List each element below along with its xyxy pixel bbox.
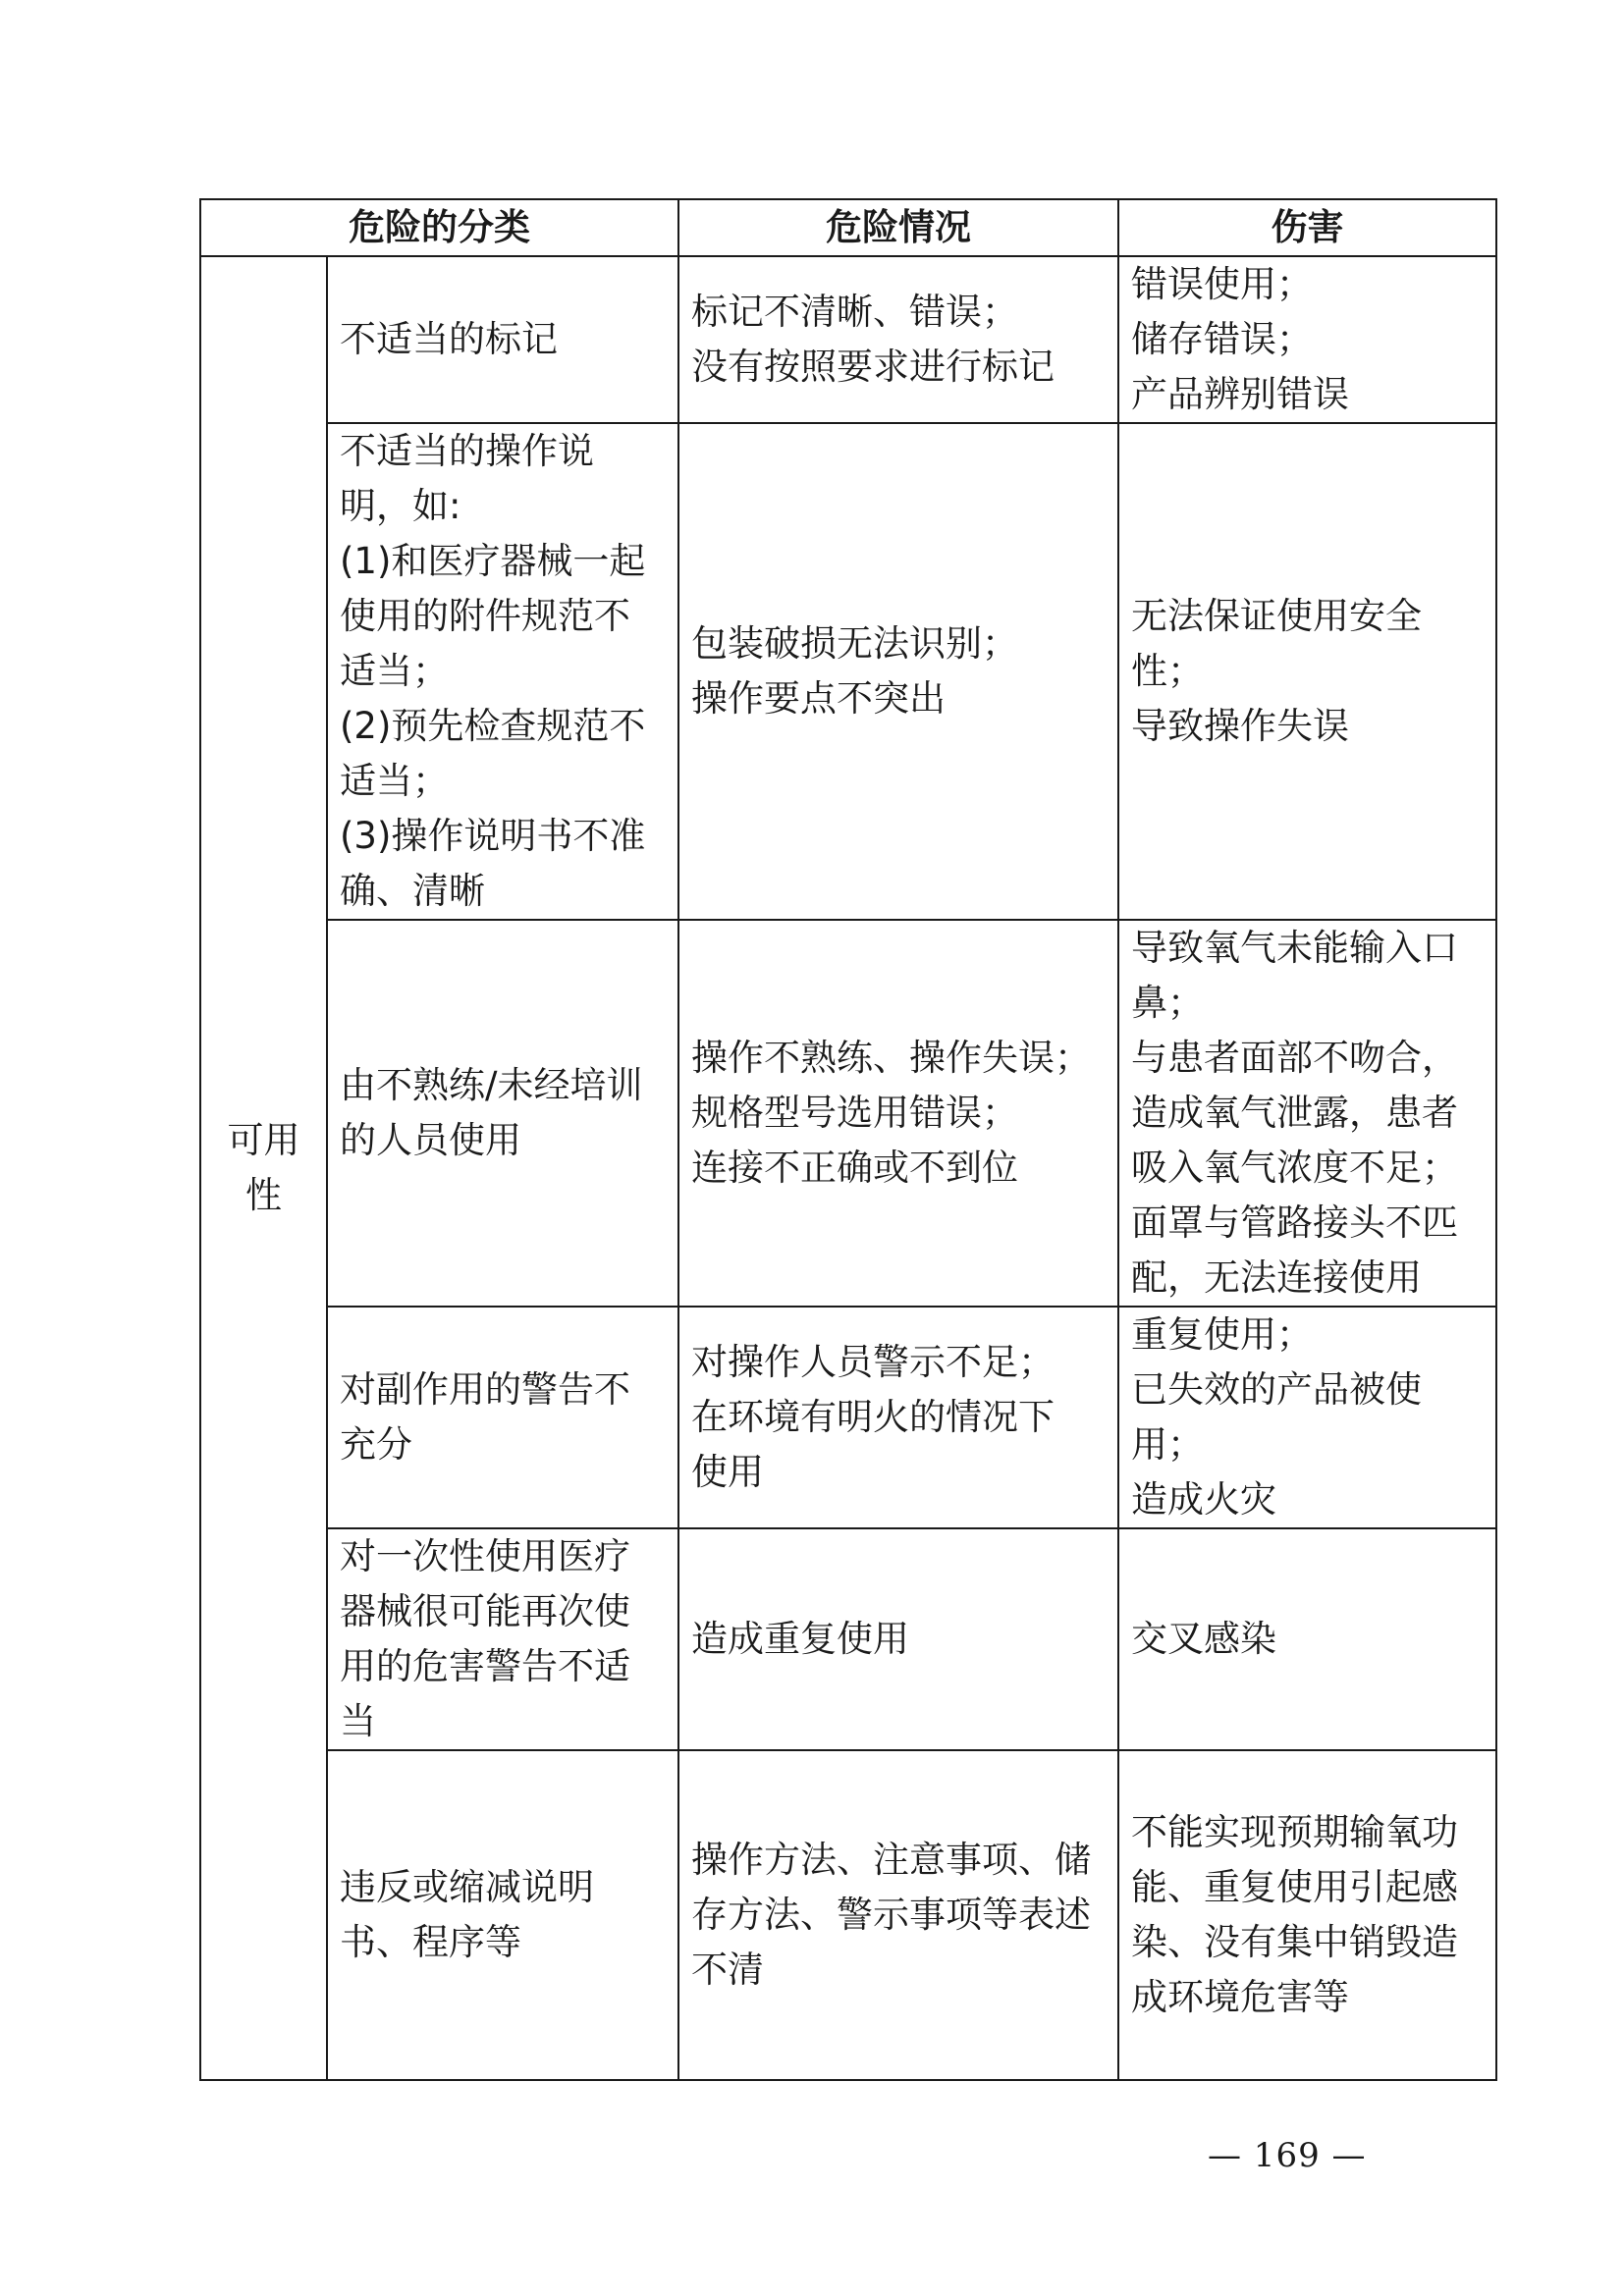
cell-situation bbox=[678, 1750, 1118, 2080]
harm-line: 鼻； bbox=[1131, 982, 1204, 1024]
harm-line: 成环境危害等 bbox=[1131, 1976, 1349, 2018]
header-category: 危险的分类 bbox=[200, 199, 678, 256]
cell-type bbox=[327, 423, 678, 920]
cell-harm bbox=[1118, 256, 1496, 423]
harm-line: 染、没有集中销毁造 bbox=[1131, 1921, 1458, 1963]
cell-type bbox=[327, 256, 678, 423]
type-line: 不适当的操作说 bbox=[340, 430, 594, 472]
situation-line: 规格型号选用错误； bbox=[691, 1092, 1018, 1134]
cell-harm bbox=[1118, 423, 1496, 920]
harm-line: 与患者面部不吻合， bbox=[1131, 1037, 1458, 1079]
cell-harm bbox=[1118, 1528, 1496, 1750]
harm-line: 性； bbox=[1131, 650, 1204, 692]
type-line: 充分 bbox=[340, 1423, 412, 1466]
type-line: 器械很可能再次使 bbox=[340, 1590, 630, 1632]
type-line: (3)操作说明书不准 bbox=[340, 815, 646, 857]
situation-line: 使用 bbox=[691, 1451, 764, 1493]
situation-line: 造成重复使用 bbox=[691, 1618, 909, 1660]
category-line: 可用 bbox=[227, 1119, 300, 1161]
harm-line: 配，无法连接使用 bbox=[1131, 1256, 1422, 1299]
cell-situation bbox=[678, 256, 1118, 423]
type-line: 明，如: bbox=[340, 485, 461, 527]
table-row bbox=[200, 423, 1496, 920]
cell-type bbox=[327, 1307, 678, 1528]
table-header-row bbox=[200, 199, 1496, 256]
cell-type bbox=[327, 1750, 678, 2080]
cell-type bbox=[327, 920, 678, 1307]
situation-line: 操作要点不突出 bbox=[691, 677, 946, 720]
table-row bbox=[200, 1307, 1496, 1528]
type-line: 确、清晰 bbox=[340, 870, 485, 912]
header-situation: 危险情况 bbox=[678, 199, 1118, 256]
type-line: (1)和医疗器械一起 bbox=[340, 540, 646, 582]
harm-line: 交叉感染 bbox=[1131, 1618, 1276, 1660]
situation-line: 包装破损无法识别； bbox=[691, 622, 1018, 665]
harm-line: 导致操作失误 bbox=[1131, 705, 1349, 747]
harm-line: 造成火灾 bbox=[1131, 1478, 1276, 1521]
table-row bbox=[200, 1528, 1496, 1750]
type-line: 用的危害警告不适 bbox=[340, 1645, 630, 1687]
cell-situation bbox=[678, 1528, 1118, 1750]
situation-line: 不清 bbox=[691, 1949, 764, 1991]
cell-harm bbox=[1118, 1750, 1496, 2080]
situation-line: 在环境有明火的情况下 bbox=[691, 1396, 1055, 1438]
header-harm: 伤害 bbox=[1118, 199, 1496, 256]
situation-line: 操作不熟练、操作失误； bbox=[691, 1037, 1091, 1079]
harm-line: 导致氧气未能输入口 bbox=[1131, 927, 1458, 969]
table-row bbox=[200, 256, 1496, 423]
harm-line: 无法保证使用安全 bbox=[1131, 595, 1422, 637]
type-line: 违反或缩减说明 bbox=[340, 1866, 594, 1908]
situation-line: 对操作人员警示不足； bbox=[691, 1341, 1055, 1383]
category-cell bbox=[200, 256, 327, 2080]
harm-line: 产品辨别错误 bbox=[1131, 373, 1349, 415]
harm-line: 重复使用； bbox=[1131, 1313, 1313, 1356]
harm-line: 用； bbox=[1131, 1423, 1204, 1466]
situation-line: 连接不正确或不到位 bbox=[691, 1147, 1018, 1189]
situation-line: 存方法、警示事项等表述 bbox=[691, 1894, 1091, 1936]
type-line: 当 bbox=[340, 1700, 376, 1742]
cell-harm bbox=[1118, 920, 1496, 1307]
harm-line: 不能实现预期输氧功 bbox=[1131, 1811, 1458, 1853]
situation-line: 操作方法、注意事项、储 bbox=[691, 1839, 1091, 1881]
type-line: 书、程序等 bbox=[340, 1921, 521, 1963]
harm-line: 储存错误； bbox=[1131, 318, 1313, 360]
type-line: 使用的附件规范不 bbox=[340, 595, 630, 637]
category-line: 性 bbox=[245, 1174, 282, 1216]
type-line: 对副作用的警告不 bbox=[340, 1368, 630, 1411]
type-line: 适当； bbox=[340, 650, 449, 692]
cell-situation bbox=[678, 1307, 1118, 1528]
table-row bbox=[200, 1750, 1496, 2080]
type-line: 不适当的标记 bbox=[340, 318, 558, 360]
risk-table bbox=[199, 198, 1497, 2081]
cell-harm bbox=[1118, 1307, 1496, 1528]
cell-situation bbox=[678, 920, 1118, 1307]
harm-line: 错误使用； bbox=[1131, 263, 1313, 305]
type-line: 由不熟练/未经培训 bbox=[340, 1064, 643, 1106]
harm-line: 面罩与管路接头不匹 bbox=[1131, 1201, 1458, 1244]
type-line: (2)预先检查规范不 bbox=[340, 705, 646, 747]
situation-line: 标记不清晰、错误； bbox=[691, 291, 1018, 333]
harm-line: 造成氧气泄露，患者 bbox=[1131, 1092, 1458, 1134]
situation-line: 没有按照要求进行标记 bbox=[691, 346, 1055, 388]
harm-line: 已失效的产品被使 bbox=[1131, 1368, 1422, 1411]
type-line: 的人员使用 bbox=[340, 1119, 521, 1161]
harm-line: 能、重复使用引起感 bbox=[1131, 1866, 1458, 1908]
cell-situation bbox=[678, 423, 1118, 920]
cell-type bbox=[327, 1528, 678, 1750]
type-line: 对一次性使用医疗 bbox=[340, 1535, 630, 1577]
page-number: — 169 — bbox=[1208, 2136, 1367, 2175]
type-line: 适当； bbox=[340, 760, 449, 802]
risk-table-container bbox=[199, 198, 1495, 2081]
table-row bbox=[200, 920, 1496, 1307]
harm-line: 吸入氧气浓度不足； bbox=[1131, 1147, 1458, 1189]
